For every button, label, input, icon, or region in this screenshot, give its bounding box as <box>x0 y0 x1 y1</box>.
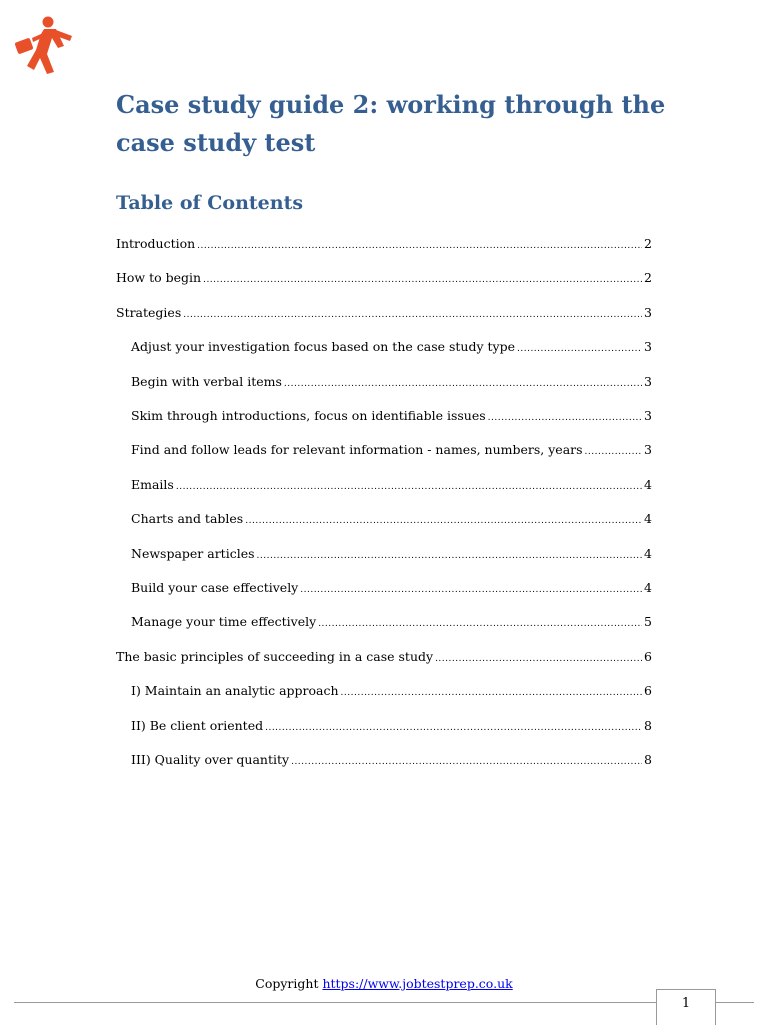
toc-entry[interactable] <box>116 648 652 666</box>
toc-entry-page: 3 <box>644 408 652 423</box>
toc-entry[interactable] <box>131 407 652 425</box>
toc-entry-page: 4 <box>644 511 652 527</box>
toc-entry-label: Introduction <box>116 236 196 251</box>
toc-entry[interactable] <box>131 373 652 391</box>
toc-entry[interactable] <box>131 510 652 528</box>
toc-entry-label: Begin with verbal items <box>131 373 282 389</box>
toc-entry[interactable] <box>131 476 652 494</box>
toc-entry-label: I) Maintain an analytic approach <box>131 683 339 699</box>
toc-entry-page: 4 <box>644 580 652 595</box>
toc-entry-label: Skim through introductions, focus on identifiable issues <box>131 408 486 423</box>
toc-entry[interactable] <box>131 579 652 597</box>
toc-entry-label: The basic principles of succeeding in a case study <box>116 648 434 664</box>
toc-leader-dots <box>203 271 642 289</box>
toc-entry-page: 8 <box>644 717 652 733</box>
toc-entry-label: Adjust your investigation focus based on the case study type <box>131 339 515 355</box>
toc-entry-label: Find and follow leads for relevant information - names, numbers, years <box>131 442 583 458</box>
toc-leader-dots <box>488 409 642 427</box>
toc-entry-page: 3 <box>644 373 652 389</box>
document-title: Case study guide 2: working through the case study test <box>116 90 666 157</box>
toc-entry-page: 2 <box>644 270 652 286</box>
toc-entry-label: Newspaper articles <box>131 545 255 561</box>
toc-entry[interactable] <box>131 751 652 769</box>
toc-leader-dots <box>585 443 643 461</box>
toc-entry[interactable] <box>116 269 652 287</box>
toc-leader-dots <box>435 650 642 668</box>
toc-entry[interactable] <box>131 441 652 459</box>
toc-entry-page: 4 <box>644 476 652 492</box>
toc-entry[interactable] <box>131 338 652 356</box>
toc-leader-dots <box>284 375 642 393</box>
page-number: 1 <box>681 996 691 1011</box>
toc-entry-label: Manage your time effectively <box>131 614 317 630</box>
toc-entry-page: 6 <box>644 648 652 664</box>
toc-leader-dots <box>341 684 643 702</box>
toc-entry[interactable] <box>131 545 652 563</box>
toc-entry-page: 5 <box>644 614 652 630</box>
toc-leader-dots <box>183 306 642 324</box>
toc-entry-label: Charts and tables <box>131 511 244 527</box>
toc-entry-label: Strategies <box>116 304 182 320</box>
toc-entry-page: 2 <box>644 236 652 251</box>
toc-entry[interactable] <box>116 304 652 322</box>
toc-leader-dots <box>318 615 642 633</box>
toc-entry-label: II) Be client oriented <box>131 717 264 733</box>
toc-entry-label: Emails <box>131 476 174 492</box>
toc-leader-dots <box>291 753 642 771</box>
toc-entry-label: How to begin <box>116 270 202 286</box>
toc-entry-page: 6 <box>644 683 652 699</box>
toc-heading: Table of Contents <box>116 192 304 214</box>
toc-entry-page: 3 <box>644 339 652 355</box>
toc-entry-label: III) Quality over quantity <box>131 752 290 767</box>
toc-entry[interactable] <box>116 235 652 253</box>
footer-copyright <box>0 976 768 991</box>
toc-entry-page: 4 <box>644 545 652 561</box>
website-link[interactable]: https://www.jobtestprep.co.uk <box>322 976 513 991</box>
toc-leader-dots <box>176 478 642 496</box>
toc-entry[interactable] <box>131 682 652 700</box>
toc-entry-label: Build your case effectively <box>131 580 299 595</box>
toc-leader-dots <box>265 719 642 737</box>
toc-leader-dots <box>300 581 642 599</box>
running-businessman-logo-icon <box>14 14 76 76</box>
toc-entry[interactable] <box>131 717 652 735</box>
toc-entry[interactable] <box>131 613 652 631</box>
toc-entry-page: 3 <box>644 304 652 320</box>
toc-entry-page: 8 <box>644 752 652 767</box>
toc-leader-dots <box>517 340 642 358</box>
toc-entry-page: 3 <box>644 442 652 458</box>
toc-leader-dots <box>257 547 643 565</box>
toc-leader-dots <box>197 237 642 255</box>
page-number-box <box>656 989 716 1025</box>
copyright-label: Copyright <box>255 976 319 991</box>
footer-divider <box>14 1002 754 1003</box>
toc-leader-dots <box>245 512 642 530</box>
